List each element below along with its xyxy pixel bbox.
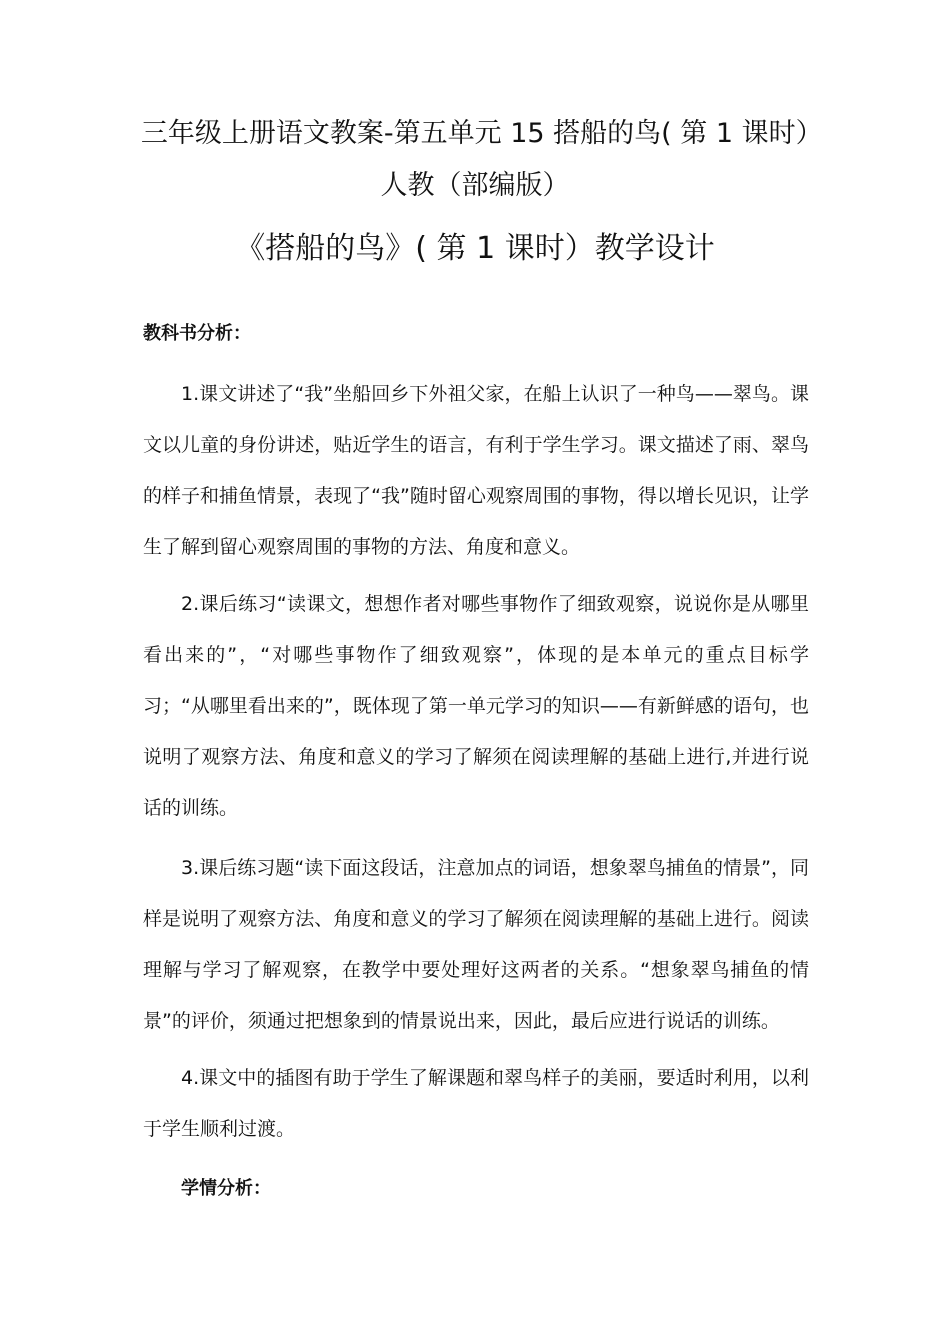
paragraph-1: 1.课文讲述了“我”坐船回乡下外祖父家，在船上认识了一种鸟——翠鸟。课文以儿童的身份讲述，贴近学生的语言，有利于学生学习。课文描述了雨、翠鸟的样子和捕鱼情景，表现了“我”随时留心观察周围的事物，得以增长见识，让学生了解到留心观察周围的事物的方法、角度和意义。	[143, 383, 809, 558]
paragraph-3: 3.课后练习题“读下面这段话，注意加点的词语，想象翠鸟捕鱼的情景”，同样是说明了观察方法、角度和意义的学习了解须在阅读理解的基础上进行。阅读理解与学习了解观察，在教学中要处理好这两者的关系。“想象翠鸟捕鱼的情景”的评价，须通过把想象到的情景说出来，因此，最后应进行说话的训练。	[143, 857, 809, 1032]
document-subtitle: 《搭船的鸟》( 第 1 课时）教学设计	[235, 231, 715, 266]
paragraph-4: 4.课文中的插图有助于学生了解课题和翠鸟样子的美丽，要适时利用，以利于学生顺利过渡。	[143, 1067, 809, 1140]
section-heading-textbook-analysis: 教科书分析：	[143, 323, 251, 344]
section-heading-learning-analysis: 学情分析：	[181, 1178, 271, 1199]
paragraph-2: 2.课后练习“读课文，想想作者对哪些事物作了细致观察，说说你是从哪里看出来的”，“对哪些事物作了细致观察”，体现的是本单元的重点目标学习；“从哪里看出来的”，既体现了第一单元学习的知识——有新鲜感的语句，也说明了观察方法、角度和意义的学习了解须在阅读理解的基础上进行,并进行说话的训练。	[143, 593, 809, 819]
document-title: 三年级上册语文教案-第五单元 15 搭船的鸟( 第 1 课时）人教（部编版）	[140, 118, 810, 201]
